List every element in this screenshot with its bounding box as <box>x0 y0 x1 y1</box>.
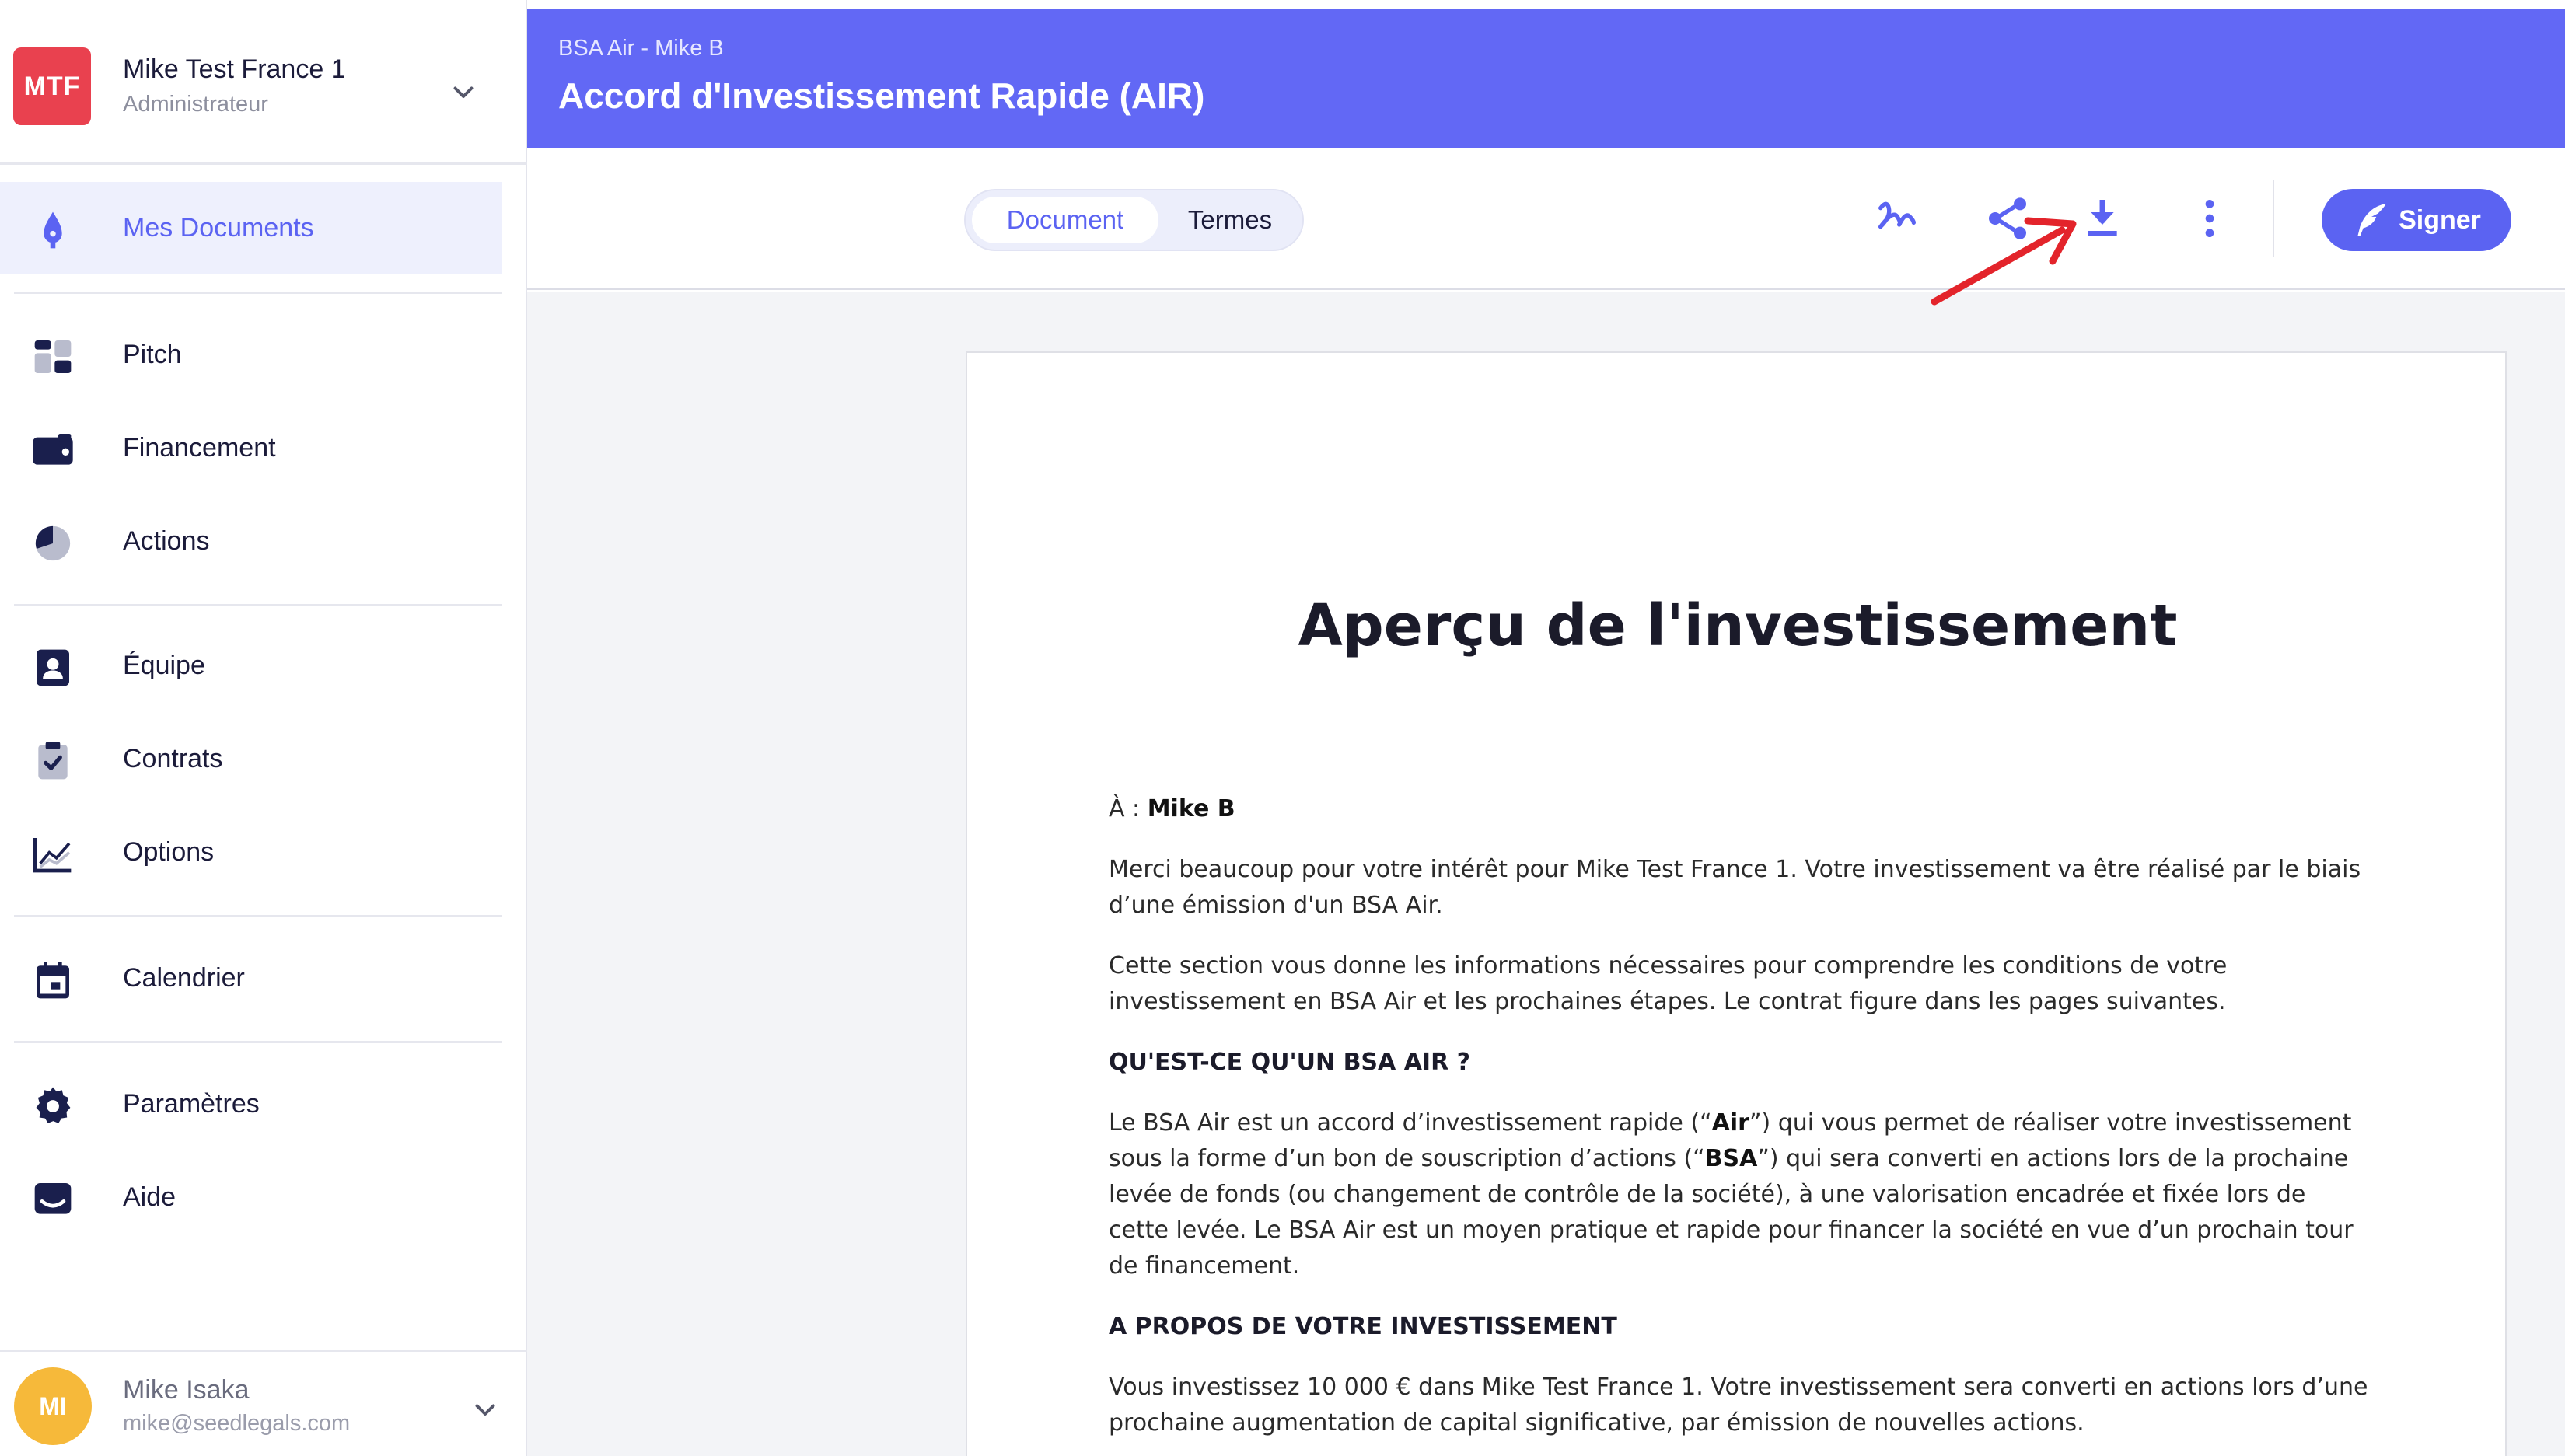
chevron-down-icon[interactable] <box>449 78 477 106</box>
sidebar-item-label: Pitch <box>123 340 182 369</box>
org-name: Mike Test France 1 <box>123 54 346 84</box>
divider <box>14 292 502 294</box>
tab-terms[interactable]: Termes <box>1187 205 1273 234</box>
sidebar-item-equipe[interactable] <box>0 620 502 711</box>
section-heading: A PROPOS DE VOTRE INVESTISSEMENT <box>1109 1313 1617 1340</box>
sidebar-item-label: Mes Documents <box>123 213 314 243</box>
sidebar-item-label: Financement <box>123 433 276 463</box>
sidebar-item-label: Aide <box>123 1182 176 1212</box>
divider <box>14 1041 502 1043</box>
divider <box>2273 180 2274 257</box>
sidebar <box>0 0 527 1456</box>
paragraph: Vous investissez 10 000 € dans Mike Test France 1. Votre investissement sera converti en actions lors d’une prochaine augmentation de capital significative, par émission de nouvelles actions. <box>1109 1374 2368 1437</box>
sidebar-item-financement[interactable] <box>0 402 502 494</box>
paragraph: Le BSA Air est un accord d’investissement rapide (“Air”) qui vous permet de réaliser votre investissement sous la forme d’un bon de souscription d’actions (“BSA”) qui sera converti en actions lors de la prochaine levée de fonds (ou changement de contrôle de la société), à une valorisation encadrée et fixée lors de cette levée. Le BSA Air est un moyen pratique et rapide pour financer la société en vue d’un prochain tour de financement. <box>1109 1109 2354 1280</box>
sidebar-item-pitch[interactable] <box>0 309 502 400</box>
signature-icon[interactable] <box>1872 194 1922 243</box>
line-chart-icon <box>31 833 75 876</box>
user-menu[interactable] <box>0 1350 527 1456</box>
chevron-down-icon[interactable] <box>471 1395 499 1423</box>
sidebar-item-label: Calendrier <box>123 963 245 993</box>
recipient-line: À : Mike B <box>1109 795 1235 822</box>
wallet-icon <box>31 428 75 472</box>
download-icon[interactable] <box>2078 194 2127 243</box>
clipboard-check-icon <box>31 739 75 783</box>
page-title: Accord d'Investissement Rapide (AIR) <box>558 75 1205 116</box>
sidebar-item-aide[interactable] <box>0 1151 502 1243</box>
dashboard-icon <box>31 335 75 379</box>
org-switcher[interactable] <box>0 0 527 165</box>
sidebar-item-options[interactable] <box>0 806 502 898</box>
divider <box>14 915 502 917</box>
document-body <box>1109 791 2368 1456</box>
tab-document[interactable]: Document <box>972 197 1158 243</box>
pen-nib-icon <box>31 208 75 252</box>
avatar: MI <box>14 1367 92 1445</box>
person-badge-icon <box>31 646 75 690</box>
calendar-icon <box>31 958 75 1002</box>
sidebar-item-actions[interactable] <box>0 495 502 587</box>
sign-button[interactable] <box>2322 189 2511 251</box>
sidebar-item-label: Contrats <box>123 744 223 773</box>
document-viewer[interactable] <box>527 292 2565 1456</box>
user-email: mike@seedlegals.com <box>123 1411 351 1436</box>
breadcrumb[interactable]: BSA Air - Mike B <box>558 36 724 61</box>
user-name: Mike Isaka <box>123 1375 250 1405</box>
annotation-arrow-icon <box>1928 210 2084 311</box>
recipient-name: Mike B <box>1147 795 1235 822</box>
sidebar-item-label: Équipe <box>123 651 205 680</box>
sidebar-item-label: Options <box>123 837 215 867</box>
paragraph: Merci beaucoup pour votre intérêt pour Mike Test France 1. Votre investissement va être réalisé par le biais d’une émission d'un BSA Air. <box>1109 856 2361 919</box>
org-role: Administrateur <box>123 92 268 117</box>
section-heading: QU'EST-CE QU'UN BSA AIR ? <box>1109 1049 1471 1076</box>
document-toolbar <box>527 148 2565 290</box>
quill-icon <box>2352 201 2391 239</box>
sidebar-item-calendrier[interactable] <box>0 932 502 1024</box>
document-title: Aperçu de l'investissement <box>1298 592 2178 659</box>
chat-icon <box>31 1178 75 1221</box>
divider <box>14 604 502 606</box>
pie-chart-icon <box>31 522 75 565</box>
sign-button-label: Signer <box>2399 204 2481 235</box>
gear-icon <box>31 1084 75 1128</box>
page-header <box>527 9 2565 148</box>
sidebar-item-documents[interactable] <box>0 182 502 274</box>
sidebar-item-contrats[interactable] <box>0 713 502 805</box>
more-vertical-icon[interactable] <box>2185 194 2235 243</box>
paragraph: Cette section vous donne les informations nécessaires pour comprendre les conditions de votre investissement en BSA Air et les prochaines étapes. Le contrat figure dans les pages suivantes. <box>1109 952 2228 1015</box>
view-toggle <box>964 189 1304 251</box>
sidebar-item-label: Actions <box>123 526 210 556</box>
sidebar-item-parametres[interactable] <box>0 1058 502 1150</box>
sidebar-item-label: Paramètres <box>123 1089 260 1119</box>
org-badge: MTF <box>13 47 91 125</box>
document-page <box>966 351 2507 1456</box>
